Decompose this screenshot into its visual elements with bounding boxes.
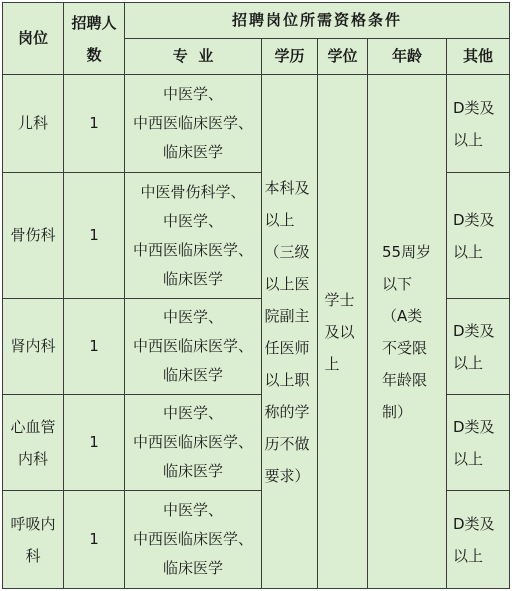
header-education: 学历 — [262, 39, 318, 75]
header-age: 年龄 — [368, 39, 447, 75]
major-cell: 中医学、 中西医临床医学、 临床医学 — [125, 491, 262, 589]
header-conditions: 招聘岗位所需资格条件 — [125, 3, 510, 39]
count-cell: 1 — [64, 75, 125, 173]
other-cell: D类及以上 — [447, 395, 510, 491]
degree-cell: 学士及以上 — [318, 75, 368, 589]
recruitment-table — [2, 2, 510, 589]
major-cell: 中医学、 中西医临床医学、 临床医学 — [125, 299, 262, 395]
post-cell: 呼吸内科 — [3, 491, 64, 589]
other-cell: D类及以上 — [447, 299, 510, 395]
other-cell: D类及以上 — [447, 173, 510, 299]
education-cell: 本科及以上（三级以上医院副主任医师以上职称的学历不做要求） — [262, 75, 318, 589]
post-cell: 肾内科 — [3, 299, 64, 395]
header-post: 岗位 — [3, 3, 64, 75]
other-cell: D类及以上 — [447, 75, 510, 173]
header-other: 其他 — [447, 39, 510, 75]
table-row — [3, 75, 510, 173]
header-major: 专 业 — [125, 39, 262, 75]
age-cell: 55周岁以下（A类不受限年龄限制） — [368, 75, 447, 589]
header-count: 招聘人数 — [64, 3, 125, 75]
count-cell: 1 — [64, 173, 125, 299]
major-cell: 中医学、 中西医临床医学、 临床医学 — [125, 75, 262, 173]
other-cell: D类及以上 — [447, 491, 510, 589]
post-cell: 骨伤科 — [3, 173, 64, 299]
header-row-1 — [3, 3, 510, 39]
count-cell: 1 — [64, 395, 125, 491]
major-cell: 中医骨伤科学、 中医学、 中西医临床医学、 临床医学 — [125, 173, 262, 299]
post-cell: 儿科 — [3, 75, 64, 173]
count-cell: 1 — [64, 299, 125, 395]
count-cell: 1 — [64, 491, 125, 589]
post-cell: 心血管内科 — [3, 395, 64, 491]
header-degree: 学位 — [318, 39, 368, 75]
recruitment-table-wrapper — [2, 2, 509, 588]
major-cell: 中医学、 中西医临床医学、 临床医学 — [125, 395, 262, 491]
